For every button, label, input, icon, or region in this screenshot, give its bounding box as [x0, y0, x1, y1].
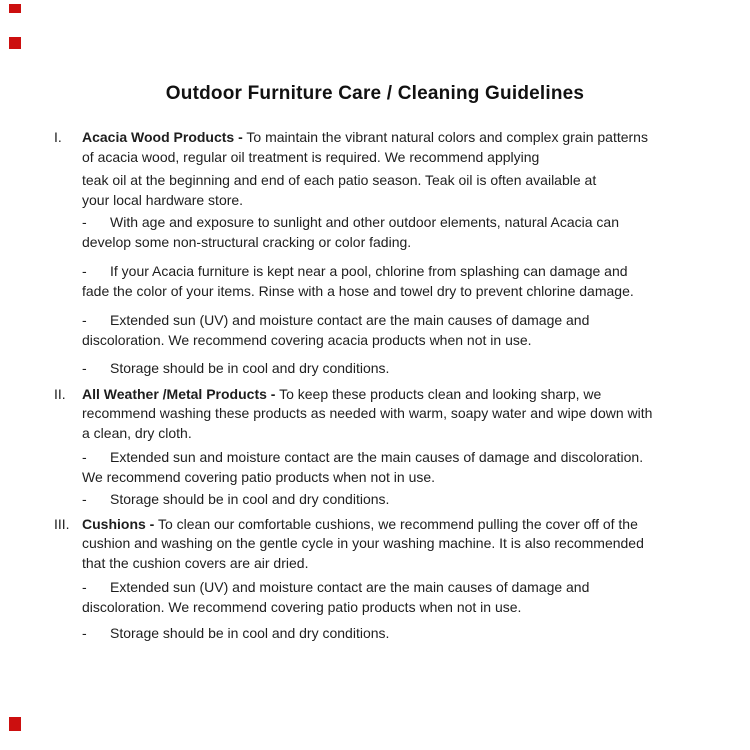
body-line: your local hardware store.	[82, 191, 244, 208]
bullet-line	[82, 490, 702, 510]
bullet-line	[82, 578, 702, 598]
bullet-item	[82, 624, 702, 644]
red-edge-mark-top-1	[9, 4, 21, 13]
bullet-line: discoloration. We recommend covering acacia products when not in use.	[82, 331, 532, 348]
section-cushions	[54, 515, 702, 644]
bullet-dash: -	[82, 449, 87, 465]
bullet-text: Storage should be in cool and dry conditions.	[110, 491, 390, 507]
bullet-line: We recommend covering patio products when not in use.	[82, 468, 436, 485]
bullet-line	[82, 359, 702, 379]
bullet-dash: -	[82, 491, 87, 507]
section-heading-rest: To keep these products clean and looking sharp, we	[275, 385, 602, 402]
red-edge-mark-bottom	[9, 717, 21, 731]
bullet-line	[82, 624, 702, 644]
bullet-item	[82, 490, 702, 510]
red-edge-mark-top-2	[9, 37, 21, 49]
bullet-line: fade the color of your items. Rinse with a hose and towel dry to prevent chlorine damage.	[82, 282, 634, 299]
section-all-weather-metal	[54, 385, 702, 510]
section-heading-line	[82, 515, 702, 535]
body-line: teak oil at the beginning and end of each patio season. Teak oil is often available at	[82, 172, 597, 188]
bullet-line: discoloration. We recommend covering patio products when not in use.	[82, 598, 522, 615]
bullet-line	[82, 213, 702, 233]
body-line: recommend washing these products as needed with warm, soapy water and wipe down with	[82, 405, 653, 421]
bullet-dash: -	[82, 579, 87, 595]
bullet-text: Storage should be in cool and dry conditions.	[110, 360, 390, 376]
bullet-item	[82, 578, 702, 617]
section-heading-bold: Acacia Wood Products -	[82, 129, 243, 145]
bullet-line	[82, 262, 702, 282]
bullet-text: Extended sun (UV) and moisture contact are the main causes of damage and	[110, 579, 590, 595]
body-line: a clean, dry cloth.	[82, 424, 192, 441]
section-acacia-wood	[54, 128, 702, 379]
bullet-item	[82, 359, 702, 379]
section-heading-rest: To maintain the vibrant natural colors and complex grain patterns	[242, 129, 648, 145]
paragraph	[82, 171, 702, 210]
bullet-item	[82, 311, 702, 350]
bullet-item	[82, 262, 702, 301]
section-heading-bold: All Weather /Metal Products -	[82, 385, 276, 402]
body-line: cushion and washing on the gentle cycle in your washing machine. It is also recommended	[82, 535, 644, 551]
section-heading-line	[82, 128, 702, 148]
bullet-item	[82, 448, 702, 487]
bullet-text: Extended sun (UV) and moisture contact are the main causes of damage and	[110, 312, 590, 328]
bullet-line: develop some non-structural cracking or color fading.	[82, 233, 412, 250]
bullet-text: Storage should be in cool and dry conditions.	[110, 625, 390, 641]
section-heading-bold: Cushions -	[82, 515, 155, 532]
bullet-dash: -	[82, 214, 87, 230]
section-numeral: II.	[54, 385, 66, 402]
bullet-line	[82, 448, 702, 468]
section-heading-line	[82, 385, 702, 405]
bullet-text: Extended sun and moisture contact are the main causes of damage and discoloration.	[110, 449, 644, 465]
bullet-dash: -	[82, 360, 87, 376]
body-line: that the cushion covers are air dried.	[82, 554, 309, 571]
bullet-dash: -	[82, 263, 87, 279]
section-numeral: III.	[54, 515, 70, 532]
bullet-dash: -	[82, 625, 87, 641]
bullet-line	[82, 311, 702, 331]
bullet-dash: -	[82, 312, 87, 328]
page-title: Outdoor Furniture Care / Cleaning Guidelines	[165, 83, 585, 104]
bullet-text: With age and exposure to sunlight and other outdoor elements, natural Acacia can	[110, 214, 619, 230]
bullet-text: If your Acacia furniture is kept near a pool, chlorine from splashing can damage and	[110, 263, 628, 279]
section-heading-rest: To clean our comfortable cushions, we recommend pulling the cover off of the	[154, 515, 638, 532]
document-body	[54, 128, 702, 644]
body-line: of acacia wood, regular oil treatment is required. We recommend applying	[82, 148, 540, 165]
section-numeral: I.	[54, 129, 62, 145]
bullet-item	[82, 213, 702, 252]
